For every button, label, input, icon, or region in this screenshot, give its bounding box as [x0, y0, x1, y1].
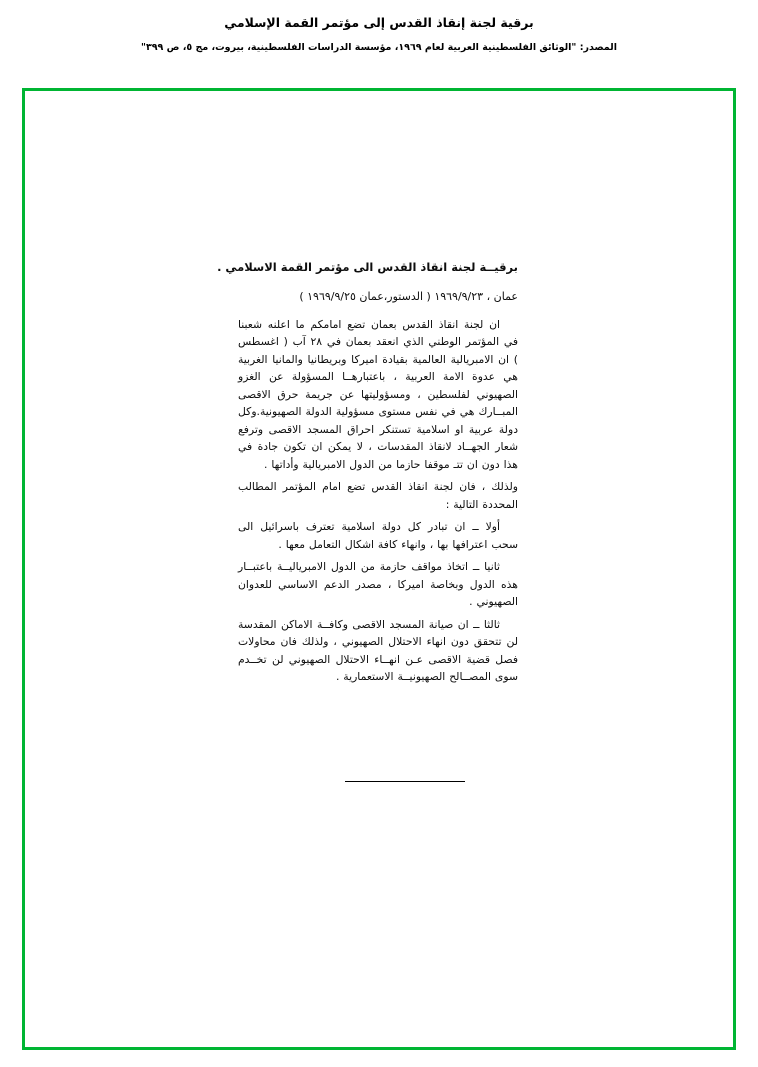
paragraph-5: ثالثا ــ ان صيانة المسجد الاقصى وكافــة الاماكن المقدسة لن تتحقق دون انهاء الاحتلال الصهيوني ، ولذلك فان محاولات فصل قضية الاقصى عـن انهــاء الاحتلال الصهيوني لن تخــدم سوى المصــالح الصهيونيــة الاستعمارية .: [238, 617, 518, 684]
document-frame: [22, 88, 736, 1050]
source-citation: المصدر: "الوثائق الفلسطينية العربية لعام ١٩٦٩، مؤسسة الدراسات الفلسطينية، بيروت، مج ٥، ص ٣٩٩": [140, 41, 618, 53]
paragraph-1: ان لجنة انقاذ القدس بعمان تضع امامكم ما اعلنه شعبنا في المؤتمر الوطني الذي انعقد بعمان في ٢٨ آب ( اغسطس ) ان الامبريالية العالمية بقيادة اميركا وبريطانيا والمانيا الغربية هي عدوة الامة العربية ، باعتبارهــا المسؤولة عن الغزو الصهيوني لفلسطين ، ومسؤوليتها عن جريمة حرق الاقصى المبــارك هي في نفس مستوى مسؤولية الدولة الصهيونية.وكل دولة عربية او اسلامية تستنكر احراق المسجد الاقصى وترفع شعار الجهــاد لانقاذ المقدسات ، لا يمكن ان تكون جادة في هذا دون ان تتـ موقفا حازما من الدول الامبريالية وأداتها .: [238, 317, 518, 471]
telegram-dateline: عمان ، ١٩٦٩/٩/٢٣ ( الدستور،عمان ١٩٦٩/٩/٢٥ ): [299, 290, 518, 304]
paragraph-4: ثانيا ــ اتخاذ مواقف حازمة من الدول الامبرياليــة باعتبــار هذه الدول وبخاصة اميركا ، مصدر الدعم الاساسي للعدوان الصهيوني .: [238, 560, 518, 609]
page-header: [0, 0, 758, 54]
telegram-heading: برقيــة لجنة انقاذ القدس الى مؤتمر القمة الاسلامي .: [217, 260, 518, 274]
horizontal-divider: [345, 781, 465, 782]
page-title: برقية لجنة إنقاذ القدس إلى مؤتمر القمة الإسلامي: [224, 15, 534, 30]
paragraph-3: أولا ــ ان تبادر كل دولة اسلامية تعترف باسرائيل الى سحب اعترافها بها ، وانهاء كافة اشكال التعامل معها .: [238, 520, 518, 551]
scanned-telegram-text: [217, 259, 518, 691]
paragraph-2: ولذلك ، فان لجنة انقاذ القدس تضع امام المؤتمر المطالب المحددة التالية :: [238, 480, 518, 511]
